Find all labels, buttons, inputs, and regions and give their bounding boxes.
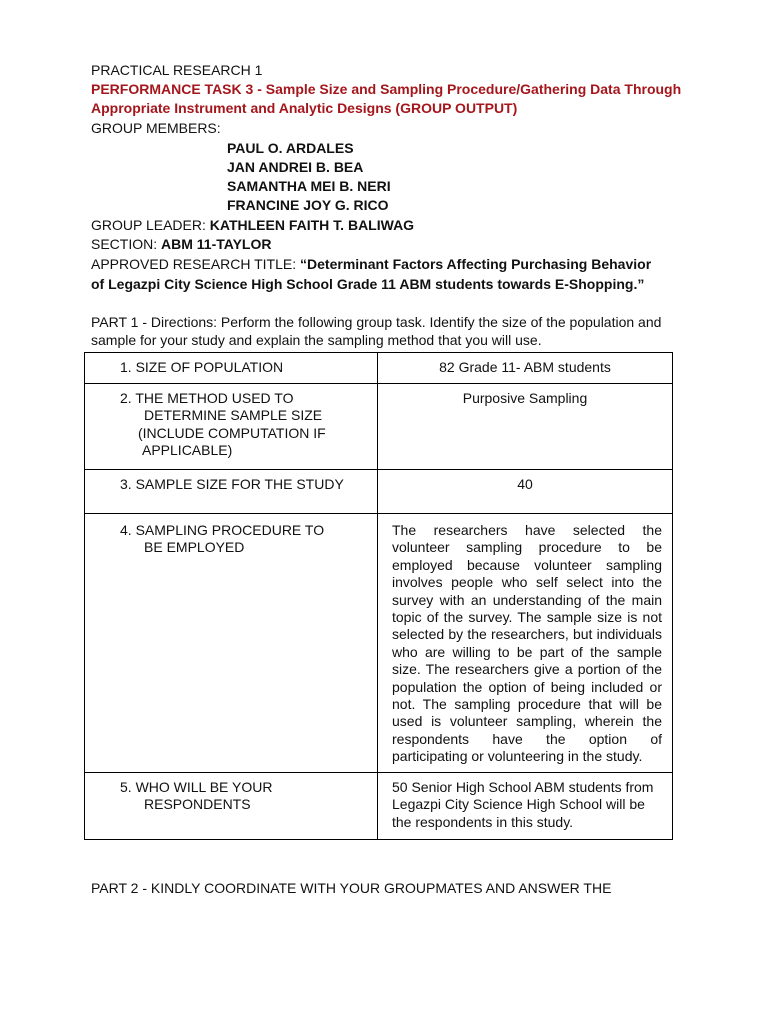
group-members-label: GROUP MEMBERS: <box>91 120 221 136</box>
group-leader-line <box>91 216 414 236</box>
group-member: PAUL O. ARDALES <box>227 140 354 156</box>
group-member: FRANCINE JOY G. RICO <box>227 197 389 213</box>
answer-text: Purposive Sampling <box>462 390 588 406</box>
table-row <box>85 514 673 773</box>
section-line <box>91 235 271 255</box>
question-text: (INCLUDE COMPUTATION IF <box>138 424 326 441</box>
answer-cell <box>378 514 673 773</box>
table-row <box>85 384 673 470</box>
question-cell <box>85 773 378 840</box>
answer-cell <box>378 470 673 514</box>
task-title-line-2: Appropriate Instrument and Analytic Designs (GROUP OUTPUT) <box>91 100 518 116</box>
answer-text: 82 Grade 11- ABM students <box>439 359 611 375</box>
research-title-text-1: “Determinant Factors Affecting Purchasing Behavior <box>300 256 652 272</box>
question-text: 5. WHO WILL BE YOUR <box>120 779 273 795</box>
research-title-text-2: of Legazpi City Science High School Grade 11 ABM students towards E-Shopping.” <box>91 276 645 292</box>
question-text: APPLICABLE) <box>142 442 233 459</box>
answer-text: 40 <box>517 476 533 492</box>
group-leader-label: GROUP LEADER: <box>91 217 206 233</box>
answer-cell <box>378 353 673 384</box>
table-row <box>85 773 673 840</box>
question-cell <box>85 514 378 773</box>
question-text: 2. THE METHOD USED TO <box>120 390 294 406</box>
research-title-line-1 <box>91 255 651 275</box>
answer-cell <box>378 384 673 470</box>
course-title: PRACTICAL RESEARCH 1 <box>91 62 263 78</box>
question-text: 3. SAMPLE SIZE FOR THE STUDY <box>120 476 344 492</box>
question-cell <box>85 353 378 384</box>
question-text: 4. SAMPLING PROCEDURE TO <box>120 522 325 538</box>
table-row <box>85 470 673 514</box>
task-title-line-1: PERFORMANCE TASK 3 - Sample Size and Sampling Procedure/Gathering Data Through <box>91 81 682 97</box>
group-leader-name: KATHLEEN FAITH T. BALIWAG <box>209 217 415 233</box>
question-text: 1. SIZE OF POPULATION <box>120 359 284 375</box>
answer-text: the respondents in this study. <box>392 813 574 830</box>
group-member: SAMANTHA MEI B. NERI <box>227 178 391 194</box>
answer-text: 50 Senior High School ABM students from <box>392 779 654 795</box>
part1-directions-line-2: sample for your study and explain the sampling method that you will use. <box>91 332 542 348</box>
answer-cell <box>378 773 673 840</box>
part2-heading: PART 2 - KINDLY COORDINATE WITH YOUR GROUPMATES AND ANSWER THE <box>91 880 612 896</box>
sampling-table <box>84 352 673 840</box>
part1-directions-line-1: PART 1 - Directions: Perform the following group task. Identify the size of the population and <box>91 314 662 330</box>
question-text: RESPONDENTS <box>144 796 251 813</box>
question-cell <box>85 384 378 470</box>
answer-text: The researchers have selected the volunteer sampling procedure to be employed because volunteer sampling involves people who self select into the survey with an understanding of the main topic of the survey. The sample size is not selected by the researchers, but individuals who are willing to be part of the sample size. The researchers give a portion of the population the option of being included or not. The sampling procedure that will be used is volunteer sampling, wherein the respondents have the option of participating or volunteering in the study. <box>392 522 662 765</box>
group-member: JAN ANDREI B. BEA <box>227 159 364 175</box>
question-cell <box>85 470 378 514</box>
section-label: SECTION: <box>91 236 158 252</box>
section-value: ABM 11-TAYLOR <box>161 236 272 252</box>
question-text: BE EMPLOYED <box>144 539 245 556</box>
answer-text: Legazpi City Science High School will be <box>392 796 645 813</box>
question-text: DETERMINE SAMPLE SIZE <box>144 407 323 424</box>
research-title-label: APPROVED RESEARCH TITLE: <box>91 256 297 272</box>
table-row <box>85 353 673 384</box>
